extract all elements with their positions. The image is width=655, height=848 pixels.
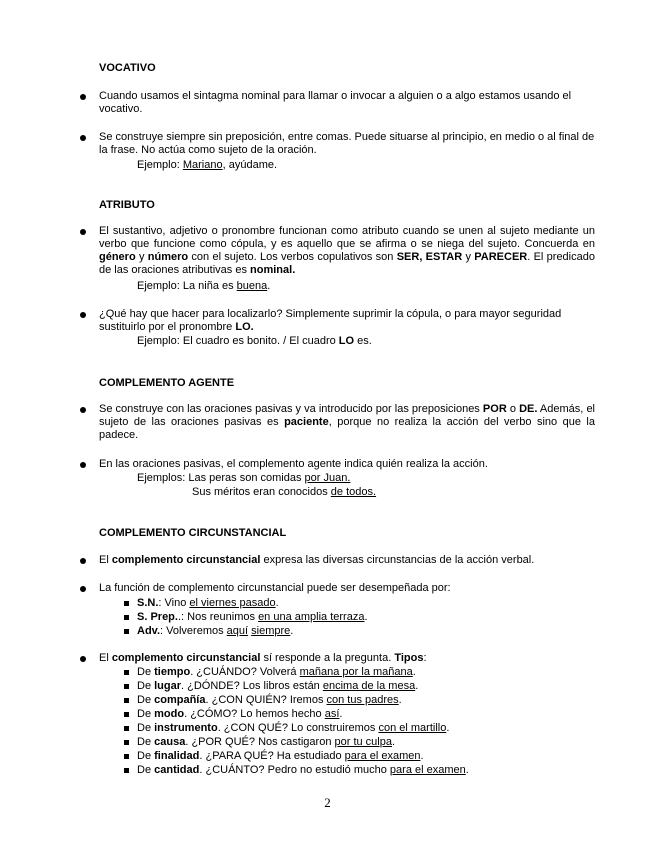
bold-term: tiempo — [154, 666, 191, 678]
square-bullet — [124, 670, 129, 675]
text-run: De — [137, 708, 155, 720]
square-bullet — [124, 768, 129, 773]
text-run: Ejemplos: Las peras son comidas — [137, 472, 305, 484]
example-underlined: con tus padres — [326, 694, 399, 706]
section-title-circunstancial: COMPLEMENTO CIRCUNSTANCIAL — [99, 527, 287, 539]
example-underlined: en una amplia terraza — [258, 611, 365, 623]
text-run: o — [506, 403, 520, 415]
text-run: . ¿CON QUÉ? Lo construiremos — [217, 722, 379, 734]
text-run: De — [137, 666, 155, 678]
text-run: . — [364, 611, 368, 623]
type-item — [137, 722, 449, 735]
text-run: De — [137, 764, 155, 776]
text-run: . — [465, 764, 469, 776]
example-underlined: por Juan. — [304, 472, 351, 484]
text-run: Además, el sujeto de las oraciones pasivas es — [99, 403, 596, 428]
square-bullet — [124, 601, 129, 606]
atributo-example-2 — [137, 335, 372, 348]
atributo-paragraph-1 — [99, 225, 595, 277]
type-item — [137, 708, 342, 721]
example-underlined: mañana por la mañana — [299, 666, 413, 678]
text-run: expresa las diversas circunstancias de la acción verbal. — [260, 554, 535, 566]
bold-term: lugar — [154, 680, 182, 692]
text-run: De — [137, 750, 155, 762]
vocativo-paragraph-1: Cuando usamos el sintagma nominal para llamar o invocar a alguien o a algo estamos usando el vocativo. — [99, 90, 572, 115]
bold-term: instrumento — [154, 722, 218, 734]
text-run: . — [446, 722, 450, 734]
example-underlined: de todos. — [330, 486, 377, 498]
square-bullet — [124, 754, 129, 759]
square-bullet — [124, 726, 129, 731]
square-bullet — [124, 684, 129, 689]
bold-term: complemento circunstancial — [111, 652, 261, 664]
text-run: y — [135, 251, 148, 263]
agente-paragraph-1 — [99, 403, 595, 442]
form-item — [137, 611, 368, 624]
atributo-example-1 — [137, 280, 270, 293]
example-underlined: encima de la mesa — [322, 680, 416, 692]
bold-term: LO — [338, 335, 355, 347]
bullet-dot — [80, 586, 86, 592]
text-run: . ¿POR QUÉ? Nos castigaron — [185, 736, 335, 748]
text-run: Se construye con las oraciones pasivas y va introducido por las preposiciones — [99, 403, 483, 415]
text-run: ¿Qué hay que hacer para localizarlo? Simplemente suprimir la cópula, o para mayor seguridad sustituirlo por el pronombre — [99, 308, 562, 333]
text-run: . ¿PARA QUÉ? Ha estudiado — [199, 750, 345, 762]
text-run: . ¿CUÁNDO? Volverá — [190, 666, 300, 678]
square-bullet — [124, 740, 129, 745]
text-run: . ¿CUÁNTO? Pedro no estudió mucho — [199, 764, 390, 776]
form-item — [137, 625, 293, 638]
bullet-dot — [80, 558, 86, 564]
example-underlined: para el examen — [389, 764, 466, 776]
example-underlined: por tu culpa — [334, 736, 392, 748]
section-title-vocativo: VOCATIVO — [99, 62, 156, 74]
text-run: . — [412, 666, 416, 678]
example-underlined: para el examen — [344, 750, 421, 762]
bullet-dot — [80, 135, 86, 141]
text-run: . ¿CON QUIÉN? Iremos — [205, 694, 327, 706]
text-run: . — [275, 597, 279, 609]
page-number: 2 — [324, 795, 331, 810]
text-run: : — [423, 652, 427, 664]
vocativo-paragraph-2: Se construye siempre sin preposición, entre comas. Puede situarse al principio, en medio o al final de la frase. No actúa como sujeto de la oración. — [99, 131, 595, 156]
bold-term: SER, ESTAR — [396, 251, 463, 263]
example-underlined: el viernes pasado — [189, 597, 276, 609]
example-rest: , ayúdame. — [222, 159, 278, 171]
text-run: . — [420, 750, 424, 762]
bullet-dot — [80, 656, 86, 662]
type-item — [137, 764, 469, 777]
example-label: Ejemplo: — [137, 159, 183, 171]
text-run: . — [398, 694, 402, 706]
text-run: El — [99, 554, 112, 566]
bold-term: S. Prep. — [137, 611, 178, 623]
section-title-atributo: ATRIBUTO — [99, 199, 155, 211]
text-run: .: Nos reunimos — [177, 611, 259, 623]
text-run: con el sujeto. Los verbos copulativos son — [188, 251, 397, 263]
text-run: y — [462, 251, 475, 263]
square-bullet — [124, 712, 129, 717]
text-run: El sustantivo, adjetivo o pronombre funcionan como atributo cuando se unen al sujeto mediante un verbo que funcione como cópula, y es aquello que se afirma o se niega del sujeto. Concuerda en — [99, 225, 595, 250]
bold-term: número — [147, 251, 189, 263]
text-run: De — [137, 680, 155, 692]
text-run: sí responde a la pregunta. — [260, 652, 395, 664]
bold-term: complemento circunstancial — [111, 554, 261, 566]
bold-term: POR — [482, 403, 507, 415]
bullet-dot — [80, 462, 86, 468]
bold-term: Tipos — [394, 652, 424, 664]
example-underlined: aquí — [226, 625, 249, 637]
text-run: es. — [354, 335, 372, 347]
bold-term: compañía — [154, 694, 206, 706]
bold-term: PARECER — [474, 251, 528, 263]
section-title-agente: COMPLEMENTO AGENTE — [99, 377, 235, 389]
bullet-dot — [80, 229, 86, 235]
square-bullet — [124, 615, 129, 620]
atributo-paragraph-2 — [99, 308, 595, 334]
example-underlined: buena — [236, 280, 268, 292]
example-rest: . — [267, 280, 271, 292]
bold-term: modo — [154, 708, 185, 720]
bold-term: finalidad — [154, 750, 200, 762]
text-run: De — [137, 722, 155, 734]
example-underlined: Mariano — [182, 159, 223, 171]
example-label: Ejemplo: La niña es — [137, 280, 237, 292]
text-run: . ¿CÓMO? Lo hemos hecho — [184, 708, 325, 720]
square-bullet — [124, 629, 129, 634]
bold-term: causa — [154, 736, 186, 748]
square-bullet — [124, 698, 129, 703]
type-item — [137, 680, 418, 693]
text-run: . ¿DÓNDE? Los libros están — [181, 680, 323, 692]
text-run: El — [99, 652, 112, 664]
bold-term: LO. — [235, 321, 254, 333]
agente-paragraph-2: En las oraciones pasivas, el complemento agente indica quién realiza la acción. — [99, 458, 488, 470]
agente-example-1 — [137, 472, 350, 485]
text-run: : Volveremos — [160, 625, 227, 637]
example-underlined: así — [324, 708, 340, 720]
example-underlined: con el martillo — [378, 722, 447, 734]
type-item — [137, 750, 424, 763]
bullet-dot — [80, 312, 86, 318]
text-run: De — [137, 694, 155, 706]
form-item — [137, 597, 279, 610]
bold-term: Adv. — [137, 625, 161, 637]
text-run: : Vino — [158, 597, 190, 609]
text-run: . El predicado de las oraciones atributivas es — [99, 251, 595, 276]
agente-example-2 — [192, 486, 376, 499]
bold-term: DE. — [519, 403, 538, 415]
bold-term: cantidad — [154, 764, 200, 776]
example-underlined: siempre — [251, 625, 291, 637]
type-item — [137, 694, 402, 707]
type-item — [137, 666, 416, 679]
circunstancial-paragraph-1 — [99, 554, 595, 567]
bullet-dot — [80, 94, 86, 100]
bullet-dot — [80, 407, 86, 413]
vocativo-example — [137, 159, 277, 172]
text-run: De — [137, 736, 155, 748]
text-run: Ejemplo: El cuadro es bonito. / El cuadro — [137, 335, 339, 347]
bold-term: S.N. — [137, 597, 159, 609]
text-run: . — [415, 680, 419, 692]
text-run: , porque no realiza la acción del verbo sino que la padece. — [99, 416, 595, 441]
circunstancial-paragraph-2: La función de complemento circunstancial puede ser desempeñada por: — [99, 582, 451, 594]
type-item — [137, 736, 395, 749]
text-run: . — [391, 736, 396, 748]
text-run: Sus méritos eran conocidos — [192, 486, 331, 498]
text-run: . — [290, 625, 294, 637]
circunstancial-paragraph-3 — [99, 652, 595, 665]
bold-term: nominal. — [250, 264, 296, 276]
bold-term: género — [99, 251, 136, 263]
bold-term: paciente — [284, 416, 329, 428]
text-run: . — [339, 708, 343, 720]
